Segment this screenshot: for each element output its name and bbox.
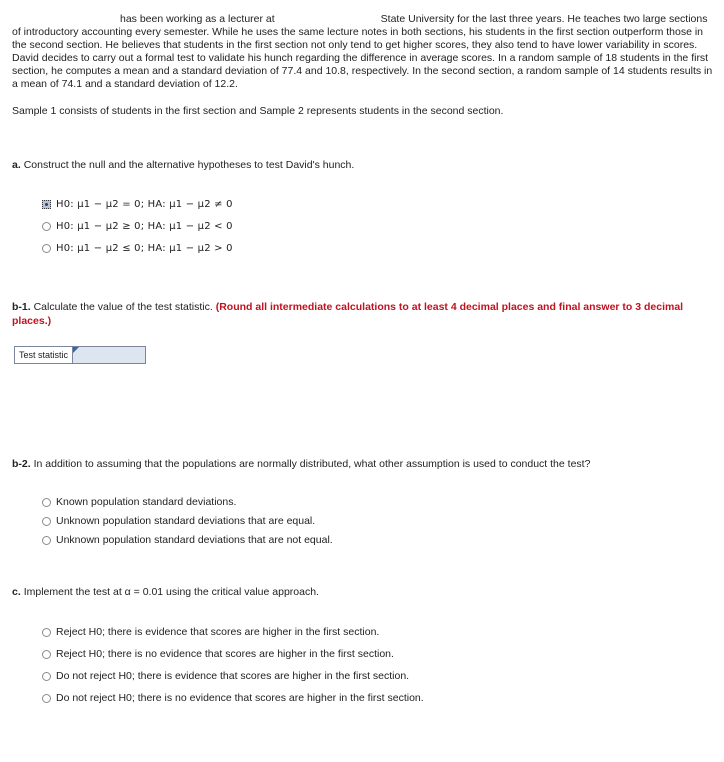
decision-option-4[interactable] bbox=[42, 690, 424, 706]
question-b1-label: b-1. bbox=[12, 301, 31, 313]
option-text: H0: μ1 − μ2 = 0; HA: μ1 − μ2 ≠ 0 bbox=[56, 198, 233, 210]
radio[interactable] bbox=[42, 498, 51, 507]
question-c bbox=[12, 586, 319, 598]
question-c-label: c. bbox=[12, 586, 21, 598]
radio[interactable] bbox=[42, 672, 51, 681]
option-text: Do not reject H0; there is no evidence that scores are higher in the first section. bbox=[56, 692, 424, 704]
option-text: Unknown population standard deviations that are equal. bbox=[56, 515, 316, 527]
assumption-option-3[interactable] bbox=[42, 532, 333, 548]
question-b2-label: b-2. bbox=[12, 458, 31, 470]
question-a-label: a. bbox=[12, 159, 21, 171]
radio[interactable] bbox=[42, 694, 51, 703]
option-text: H0: μ1 − μ2 ≥ 0; HA: μ1 − μ2 < 0 bbox=[56, 220, 233, 232]
test-statistic-field bbox=[14, 346, 146, 364]
sample-note: Sample 1 consists of students in the first section and Sample 2 represents students in the second section. bbox=[12, 105, 504, 117]
question-a bbox=[12, 159, 354, 171]
intro-part1: has been working as a lecturer at bbox=[120, 13, 275, 25]
question-a-text: Construct the null and the alternative hypotheses to test David's hunch. bbox=[23, 159, 355, 171]
option-text: H0: μ1 − μ2 ≤ 0; HA: μ1 − μ2 > 0 bbox=[56, 242, 233, 254]
decision-option-1[interactable] bbox=[42, 624, 379, 640]
hypothesis-option-2[interactable] bbox=[42, 218, 233, 234]
radio[interactable] bbox=[42, 222, 51, 231]
hypothesis-option-1[interactable] bbox=[42, 196, 233, 212]
assumption-option-2[interactable] bbox=[42, 513, 315, 529]
radio[interactable] bbox=[42, 244, 51, 253]
assumption-option-1[interactable] bbox=[42, 494, 236, 510]
intro-part2: State University for the last three years. He teaches two large sections of introductory accounting every semester. While he uses the same lecture notes in both sections, his students in the first section outperform those in the second section. He believes that students in the first section not only tend to get higher scores, they also tend to have lower variability in scores. David decides to carry out a formal test to validate his hunch regarding the difference in average scores. In a random sample of 18 students in the first section, he computes a mean and a standard deviation of 77.4 and 10.8, respectively. In the second section, a random sample of 14 students results in a mean of 74.1 and a standard deviation of 12.2. bbox=[12, 13, 713, 90]
problem-intro bbox=[12, 13, 716, 91]
option-text: Do not reject H0; there is evidence that scores are higher in the first section. bbox=[56, 670, 410, 682]
option-text: Reject H0; there is no evidence that scores are higher in the first section. bbox=[56, 648, 394, 660]
decision-option-2[interactable] bbox=[42, 646, 394, 662]
question-b1-instruction: (Round all intermediate calculations to at least 4 decimal places and final answer to 3 decimal places.) bbox=[12, 301, 684, 327]
option-text: Known population standard deviations. bbox=[56, 496, 237, 508]
question-b2 bbox=[12, 458, 590, 470]
option-text: Reject H0; there is evidence that scores are higher in the first section. bbox=[56, 626, 380, 638]
question-c-text: Implement the test at α = 0.01 using the critical value approach. bbox=[23, 586, 319, 598]
radio-selected[interactable] bbox=[42, 200, 51, 209]
option-text: Unknown population standard deviations that are not equal. bbox=[56, 534, 333, 546]
test-statistic-input[interactable] bbox=[73, 347, 145, 363]
radio[interactable] bbox=[42, 628, 51, 637]
hypothesis-option-3[interactable] bbox=[42, 240, 233, 256]
decision-option-3[interactable] bbox=[42, 668, 409, 684]
radio[interactable] bbox=[42, 536, 51, 545]
question-b2-text: In addition to assuming that the populations are normally distributed, what other assumption is used to conduct the test? bbox=[33, 458, 591, 470]
radio[interactable] bbox=[42, 517, 51, 526]
question-b1 bbox=[12, 300, 712, 328]
question-b1-text: Calculate the value of the test statistic. bbox=[33, 301, 213, 313]
radio[interactable] bbox=[42, 650, 51, 659]
test-statistic-label: Test statistic bbox=[15, 347, 73, 363]
